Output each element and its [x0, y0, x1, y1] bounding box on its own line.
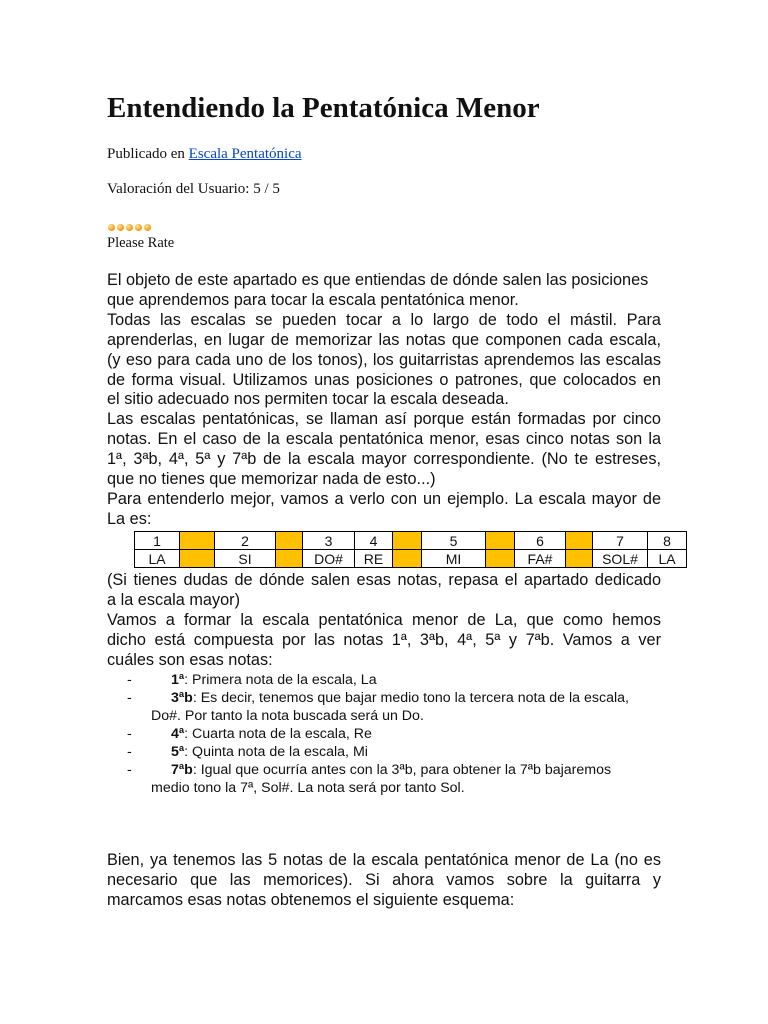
user-rating: Valoración del Usuario: 5 / 5 [107, 181, 280, 197]
list-item [127, 671, 661, 689]
semitone-gap-cell [486, 532, 515, 550]
note-description: : Primera nota de la escala, La [184, 672, 377, 688]
text-line: de forma visual. Utilizamos unas posiciones o patrones, que colocados en [107, 370, 661, 389]
text-line: El objeto de este apartado es que entiendas de dónde salen las posiciones [107, 271, 649, 289]
degree-cell: 6 [515, 532, 566, 550]
semitone-gap-cell [276, 532, 303, 550]
text-line: que aprendemos para tocar la escala pentatónica menor. [107, 290, 519, 309]
list-item [127, 743, 661, 761]
degree-cell: 1 [135, 532, 180, 550]
semitone-gap-cell [276, 550, 303, 568]
note-degree: 4ª [171, 726, 185, 742]
text-line: necesario que las memorices). Si ahora vamos sobre la guitarra y [107, 870, 661, 889]
list-item [127, 725, 661, 743]
major-scale-table [134, 531, 687, 568]
semitone-gap-cell [393, 550, 422, 568]
category-link[interactable]: Escala Pentatónica [188, 146, 302, 162]
text-line: Para entenderlo mejor, vamos a verlo con un ejemplo. La escala mayor de [107, 489, 661, 508]
note-description: : Cuarta nota de la escala, Re [184, 726, 372, 742]
note-cell: DO# [303, 550, 355, 568]
list-dash: - [127, 744, 132, 760]
text-line: aprenderlas, en lugar de memorizar las notas que componen cada escala, [107, 330, 661, 349]
semitone-gap-cell [180, 550, 215, 568]
list-dash: - [127, 762, 132, 778]
text-line: notas. En el caso de la escala pentatónica menor, esas cinco notas son la [107, 430, 661, 449]
text-line: Todas las escalas se pueden tocar a lo largo de todo el mástil. Para [107, 310, 661, 329]
text-line: Vamos a formar la escala pentatónica menor de La, que como hemos [107, 610, 661, 629]
star-icon[interactable] [126, 224, 133, 231]
note-cell: SI [215, 550, 276, 568]
note-degree: 5ª [171, 744, 185, 760]
note-cell: MI [422, 550, 486, 568]
text-line: cuáles son esas notas: [107, 650, 273, 669]
degree-row [135, 532, 687, 550]
degree-cell: 7 [593, 532, 648, 550]
star-icon[interactable] [144, 224, 151, 231]
degree-cell: 2 [215, 532, 276, 550]
text-line: 1ª, 3ªb, 4ª, 5ª y 7ªb de la escala mayor correspondiente. (No te estreses, [107, 450, 661, 469]
degree-cell: 3 [303, 532, 355, 550]
note-description-cont: medio tono la 7ª, Sol#. La nota será por tanto Sol. [151, 780, 465, 796]
page-title: Entendiendo la Pentatónica Menor [107, 92, 540, 124]
note-description: : Es decir, tenemos que bajar medio tono la tercera nota de la escala, [192, 690, 629, 706]
semitone-gap-cell [566, 550, 593, 568]
text-line: marcamos esas notas obtenemos el siguiente esquema: [107, 890, 515, 909]
semitone-gap-cell [180, 532, 215, 550]
text-line: a la escala mayor) [107, 590, 241, 609]
text-line: Las escalas pentatónicas, se llaman así porque están formadas por cinco [107, 410, 661, 429]
list-dash: - [127, 726, 132, 742]
text-line: el sitio adecuado nos permiten tocar la escala deseada. [107, 390, 509, 409]
degree-cell: 8 [648, 532, 687, 550]
note-cell: LA [648, 550, 687, 568]
semitone-gap-cell [393, 532, 422, 550]
closing-text [107, 851, 661, 911]
list-dash: - [127, 690, 132, 706]
list-item [127, 689, 661, 725]
published-line [107, 146, 302, 163]
please-rate: Please Rate [107, 235, 175, 251]
semitone-gap-cell [566, 532, 593, 550]
pentatonic-notes-list [127, 671, 661, 797]
star-icon[interactable] [135, 224, 142, 231]
star-icon[interactable] [108, 224, 115, 231]
after-table-text [107, 571, 661, 671]
rating-stars[interactable] [108, 224, 151, 231]
note-description-cont: Do#. Por tanto la nota buscada será un Do. [151, 708, 424, 724]
star-icon[interactable] [117, 224, 124, 231]
list-dash: - [127, 672, 132, 688]
text-line: dicho está compuesta por las notas 1ª, 3ªb, 4ª, 5ª y 7ªb. Vamos a ver [107, 630, 661, 649]
note-degree: 3ªb [171, 690, 193, 706]
note-row [135, 550, 687, 568]
note-degree: 7ªb [171, 762, 193, 778]
text-line: La es: [107, 509, 152, 528]
text-line: (Si tienes dudas de dónde salen esas notas, repasa el apartado dedicado [107, 571, 661, 589]
degree-cell: 5 [422, 532, 486, 550]
intro-text [107, 271, 661, 530]
note-description: : Igual que ocurría antes con la 3ªb, para obtener la 7ªb bajaremos [192, 762, 612, 778]
note-degree: 1ª [171, 672, 185, 688]
degree-cell: 4 [355, 532, 393, 550]
note-cell: RE [355, 550, 393, 568]
note-description: : Quinta nota de la escala, Mi [184, 744, 368, 760]
note-cell: SOL# [593, 550, 648, 568]
note-cell: LA [135, 550, 180, 568]
note-cell: FA# [515, 550, 566, 568]
semitone-gap-cell [486, 550, 515, 568]
list-item [127, 761, 661, 797]
text-line: Bien, ya tenemos las 5 notas de la escala pentatónica menor de La (no es [107, 851, 661, 869]
published-prefix: Publicado en [107, 146, 185, 162]
text-line: (y eso para cada uno de los tonos), los guitarristas aprendemos las escalas [107, 350, 661, 369]
text-line: que no tienes que memorizar nada de esto...) [107, 470, 436, 489]
